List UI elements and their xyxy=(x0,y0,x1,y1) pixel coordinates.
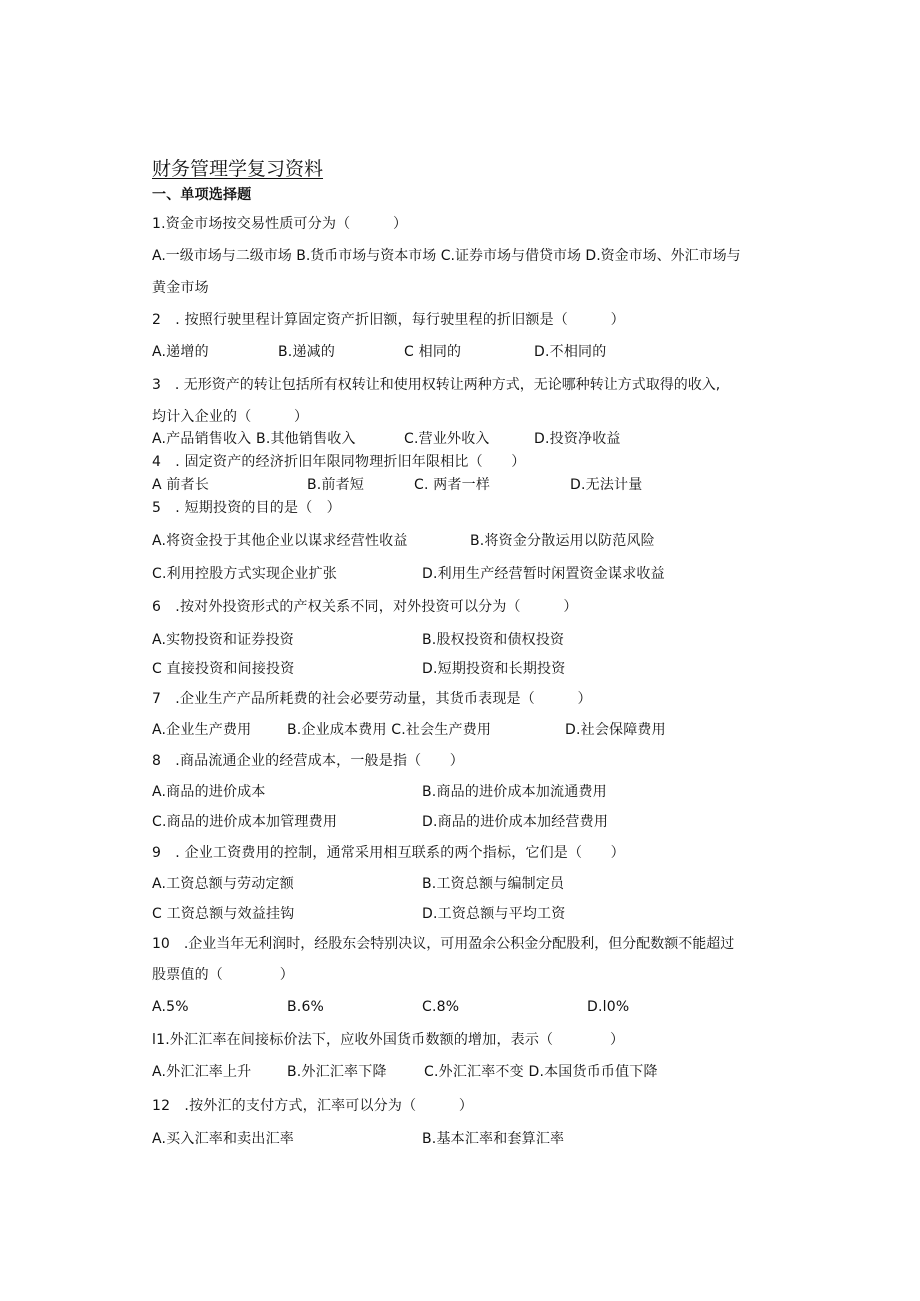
question-9-option-a: A.工资总额与劳动定额 xyxy=(152,876,294,892)
question-7-option-d: D.社会保障费用 xyxy=(565,722,666,738)
question-9-stem: 9 . 企业工资费用的控制，通常采用相互联系的两个指标，它们是（ ） xyxy=(152,845,625,861)
question-4-stem: 4 . 固定资产的经济折旧年限同物理折旧年限相比（ ） xyxy=(152,454,526,470)
question-10-option-d: D.l0% xyxy=(587,999,630,1015)
question-4-option-a: A 前者长 xyxy=(152,477,210,493)
question-11-option-a: A.外汇汇率上升 xyxy=(152,1064,252,1080)
question-8-option-b: B.商品的进价成本加流通费用 xyxy=(422,784,607,800)
question-4-option-c: C. 两者一样 xyxy=(414,477,491,493)
question-2-stem: 2 . 按照行驶里程计算固定资产折旧额，每行驶里程的折旧额是（ ） xyxy=(152,312,625,328)
question-6-option-d: D.短期投资和长期投资 xyxy=(422,661,566,677)
question-10-stem: 10 .企业当年无利润时，经股东会特别决议，可用盈余公积金分配股利，但分配数额不能超过 xyxy=(152,936,735,952)
question-3-option-c: C.营业外收入 xyxy=(404,431,490,447)
question-2-option-c: C 相同的 xyxy=(404,344,462,360)
question-12-stem: 12 .按外汇的支付方式，汇率可以分为（ ） xyxy=(152,1098,474,1114)
question-9-option-b: B.工资总额与编制定员 xyxy=(422,876,565,892)
question-10-option-a: A.5% xyxy=(152,999,189,1015)
question-11-option-b: B.外汇汇率下降 xyxy=(287,1064,387,1080)
question-4-option-b: B.前者短 xyxy=(307,477,365,493)
question-9-option-d: D.工资总额与平均工资 xyxy=(422,906,566,922)
question-10-stem-cont: 股票值的（ ） xyxy=(152,967,294,983)
document-title: 财务管理学复习资料 xyxy=(152,158,324,180)
question-8-stem: 8 .商品流通企业的经营成本，一般是指（ ） xyxy=(152,753,464,769)
question-5-stem: 5 . 短期投资的目的是（ ） xyxy=(152,500,341,516)
question-11-stem: l1.外汇汇率在间接标价法下，应收外国货币数额的增加，表示（ ） xyxy=(152,1032,625,1048)
question-2-option-b: B.递减的 xyxy=(278,344,336,360)
question-2-option-d: D.不相同的 xyxy=(534,344,607,360)
question-5-option-a: A.将资金投于其他企业以谋求经营性收益 xyxy=(152,533,408,549)
question-5-option-c: C.利用控股方式实现企业扩张 xyxy=(152,566,338,582)
question-1-stem: 1.资金市场按交易性质可分为（ ） xyxy=(152,216,408,232)
question-3-option-d: D.投资净收益 xyxy=(534,431,621,447)
question-9-option-c: C 工资总额与效益挂钩 xyxy=(152,906,295,922)
section-heading: 一、单项选择题 xyxy=(152,187,252,203)
question-11-option-cd: C.外汇汇率不变 D.本国货币币值下降 xyxy=(424,1064,658,1080)
question-4-option-d: D.无法计量 xyxy=(570,477,643,493)
question-6-option-c: C 直接投资和间接投资 xyxy=(152,661,295,677)
question-6-option-b: B.股权投资和债权投资 xyxy=(422,632,565,648)
question-1-options-cont: 黄金市场 xyxy=(152,280,209,296)
question-3-option-ab: A.产品销售收入 B.其他销售收入 xyxy=(152,431,356,447)
question-5-option-d: D.利用生产经营暂时闲置资金谋求收益 xyxy=(422,566,665,582)
question-6-stem: 6 .按对外投资形式的产权关系不同，对外投资可以分为（ ） xyxy=(152,599,578,615)
question-7-stem: 7 .企业生产产品所耗费的社会必要劳动量，其货币表现是（ ） xyxy=(152,691,592,707)
question-12-option-b: B.基本汇率和套算汇率 xyxy=(422,1131,565,1147)
question-7-option-a: A.企业生产费用 xyxy=(152,722,252,738)
question-8-option-d: D.商品的进价成本加经营费用 xyxy=(422,814,609,830)
question-5-option-b: B.将资金分散运用以防范风险 xyxy=(470,533,655,549)
question-10-option-c: C.8% xyxy=(422,999,460,1015)
question-6-option-a: A.实物投资和证券投资 xyxy=(152,632,294,648)
question-3-stem: 3 . 无形资产的转让包括所有权转让和使用权转让两种方式，无论哪种转让方式取得的收入, xyxy=(152,377,721,393)
question-10-option-b: B.6% xyxy=(287,999,325,1015)
question-3-stem-cont: 均计入企业的（ ） xyxy=(152,409,309,425)
question-7-option-bc: B.企业成本费用 C.社会生产费用 xyxy=(287,722,492,738)
question-12-option-a: A.买入汇率和卖出汇率 xyxy=(152,1131,294,1147)
question-8-option-c: C.商品的进价成本加管理费用 xyxy=(152,814,338,830)
question-2-option-a: A.递增的 xyxy=(152,344,209,360)
question-8-option-a: A.商品的进价成本 xyxy=(152,784,266,800)
question-1-options: A.一级市场与二级市场 B.货币市场与资本市场 C.证券市场与借贷市场 D.资金市场、外汇市场与 xyxy=(152,248,741,264)
